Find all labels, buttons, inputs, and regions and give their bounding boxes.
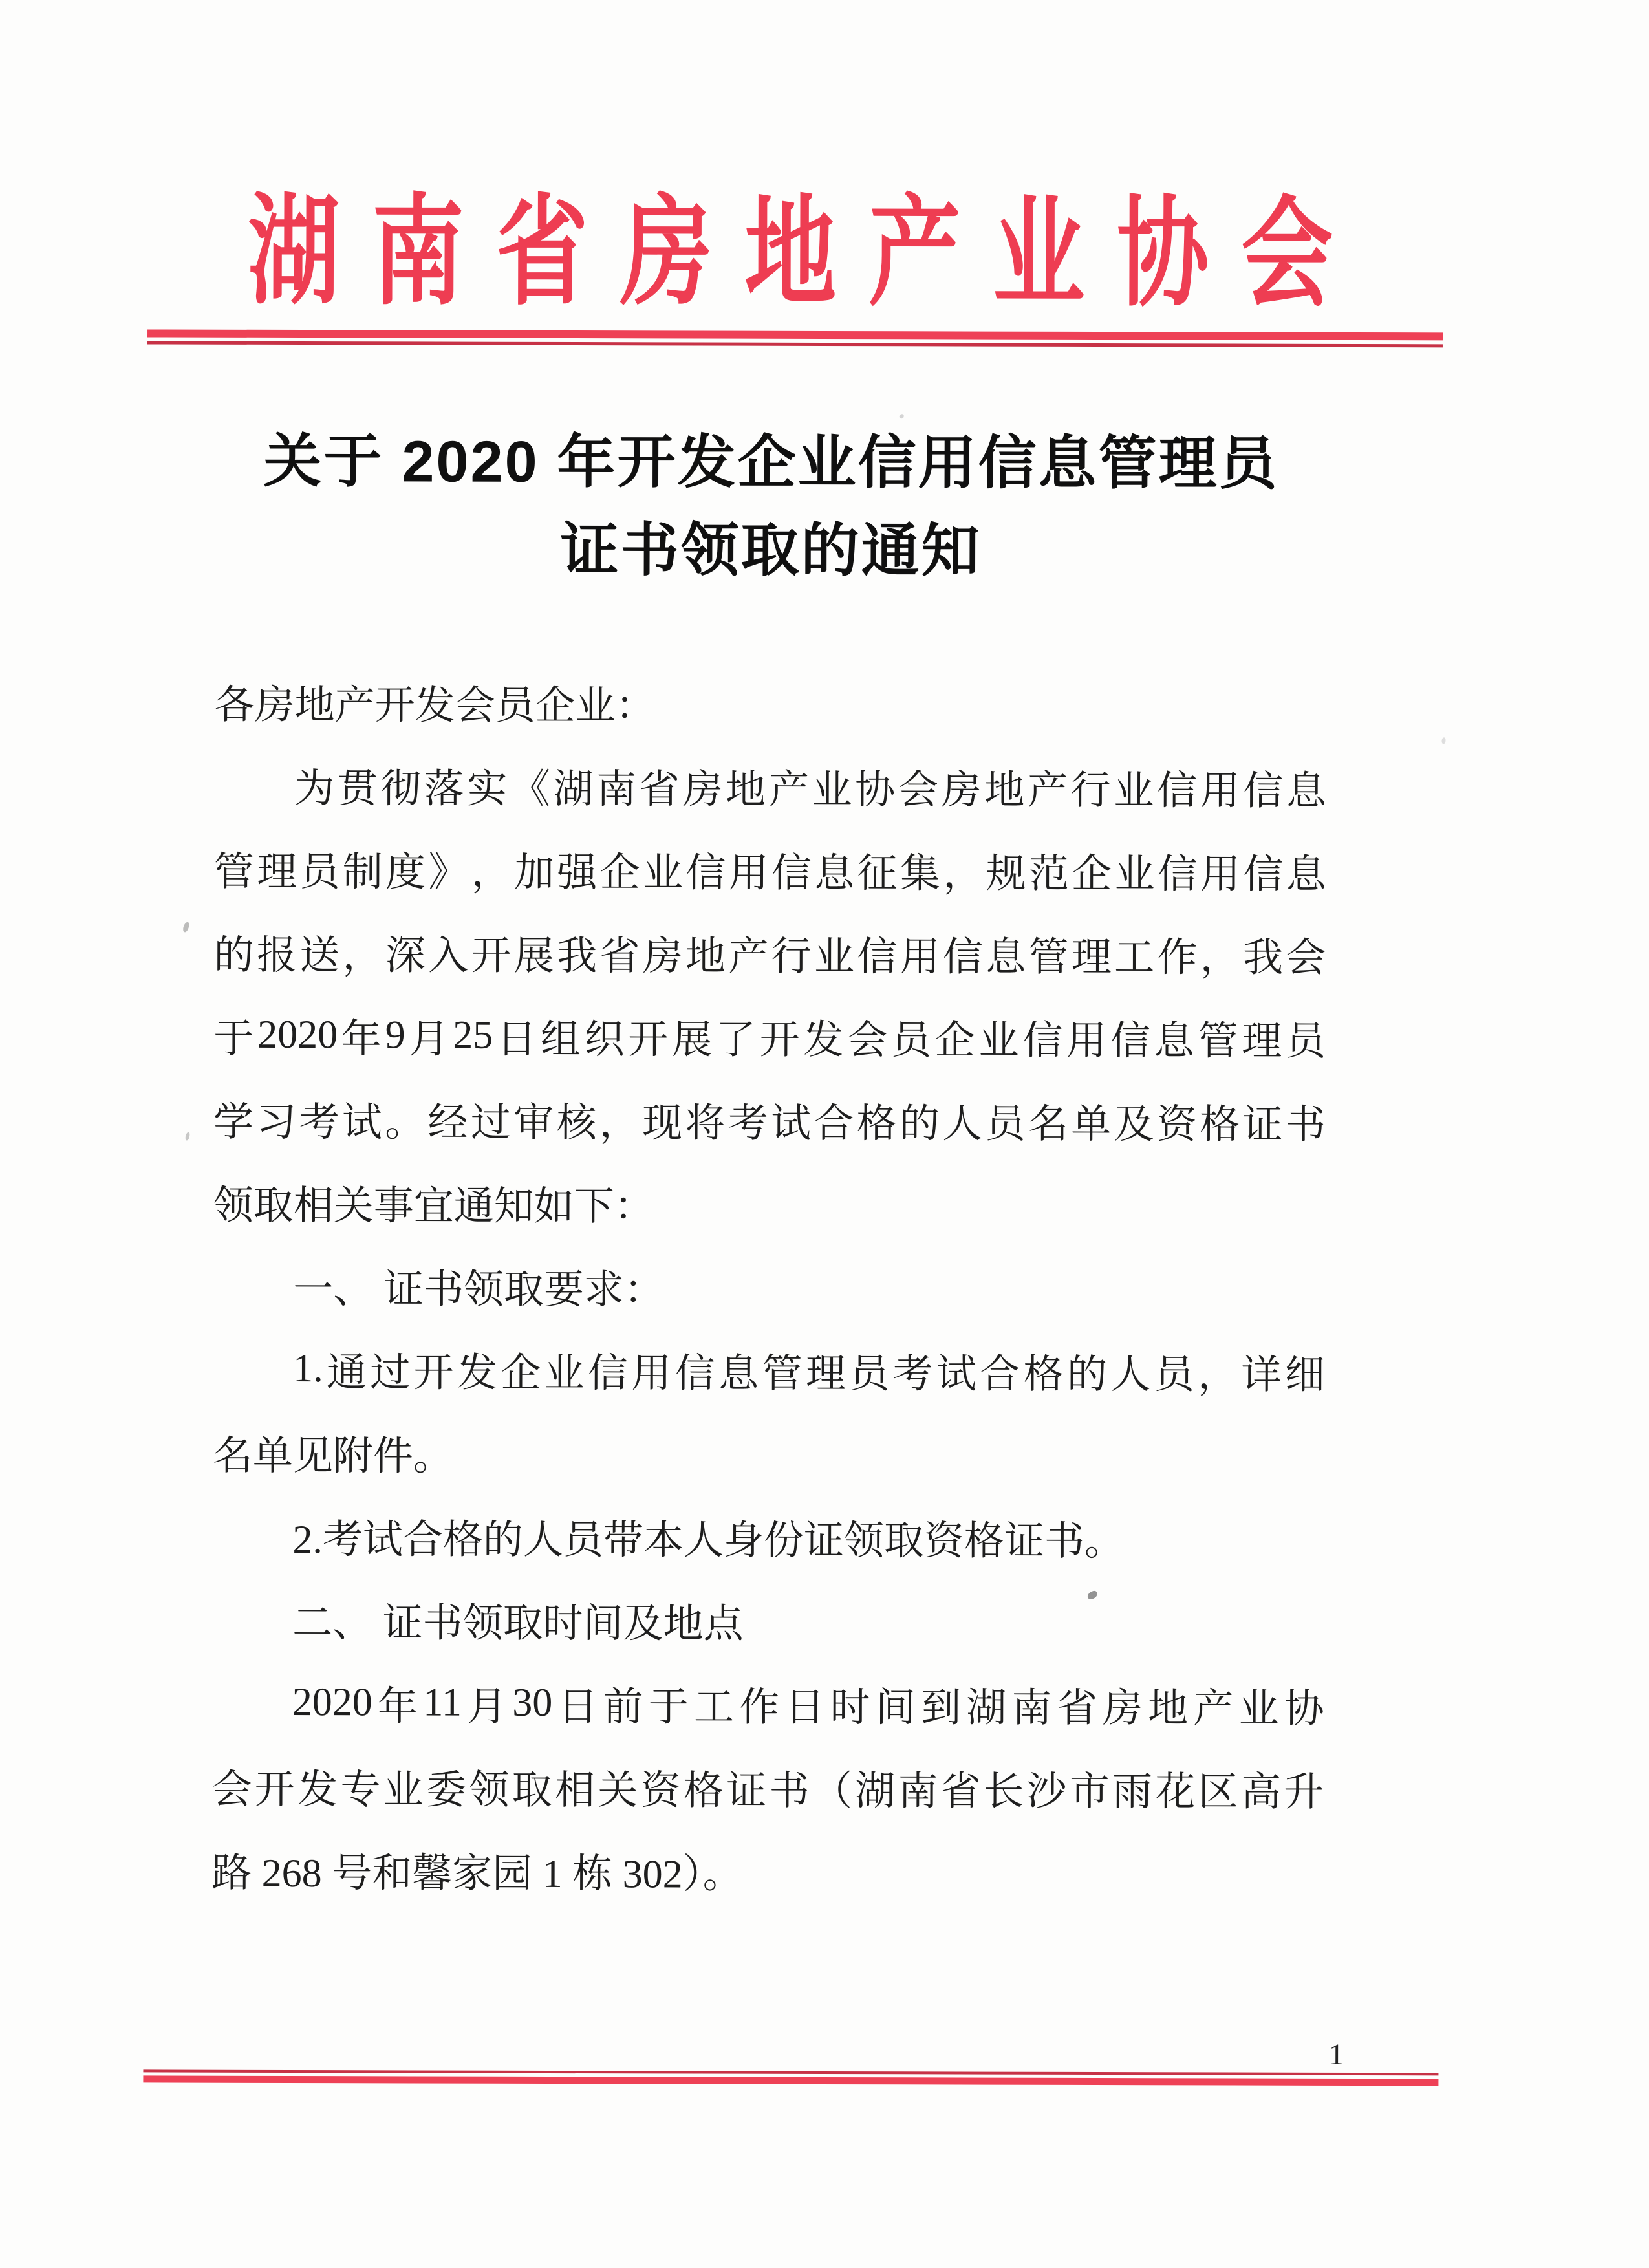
body-line-token: 合: [814, 1101, 854, 1147]
body-line-token: 2020: [257, 1012, 338, 1057]
body-line-token: 房: [682, 768, 723, 812]
body-line-token: 及: [1114, 1103, 1154, 1147]
body-line-token: 工: [1114, 936, 1155, 980]
body-line-token: 开: [628, 1018, 669, 1063]
body-line-token: ，: [471, 850, 512, 895]
body-line-token: 深: [385, 934, 426, 978]
body-line-token: 息: [1286, 852, 1326, 897]
body-line-token: 员: [985, 1102, 1026, 1147]
body-line-token: 息: [1154, 1019, 1194, 1064]
body-line: 一、 证书领取要求：: [293, 1267, 665, 1313]
body-line-token: 企: [934, 1019, 975, 1063]
body-line: 二、 证书领取时间及地点: [292, 1601, 744, 1647]
body-line-token: 开: [413, 1351, 454, 1396]
body-line-token: 沙: [1026, 1769, 1067, 1814]
body-line-token: 资: [1156, 1103, 1198, 1147]
body-line-token: 房: [941, 768, 982, 813]
body-line-token: 信: [942, 935, 984, 980]
body-line-token: 合: [980, 1352, 1020, 1397]
body-line-token: 的: [213, 933, 254, 978]
body-line-token: 理: [1071, 935, 1112, 980]
body-line-token: 业: [812, 768, 852, 813]
body-line: 各房地产开发会员企业：: [214, 683, 656, 729]
body-line-token: 理: [805, 1352, 846, 1397]
body-line-token: 南: [898, 1769, 938, 1814]
body-line: [214, 826, 1326, 913]
body-line-token: 信: [1157, 852, 1198, 897]
body-line-token: 年: [377, 1685, 418, 1729]
body-line-token: 信: [1110, 1019, 1151, 1064]
body-line-token: 地: [726, 768, 766, 812]
letterhead-org-name: 湖南省房地产业协会: [248, 186, 1366, 321]
body-line-token: 现: [642, 1101, 683, 1146]
body-line-token: 升: [1284, 1770, 1324, 1815]
body-line-token: 用: [631, 1352, 672, 1396]
body-line-token: 报: [256, 933, 297, 978]
body-line-token: 会: [898, 768, 939, 813]
body-line-token: 理: [257, 850, 297, 895]
body-line-token: 取: [512, 1768, 552, 1813]
body-line-token: 发: [297, 1768, 338, 1813]
body-line-token: 湖: [553, 767, 594, 812]
body-line-token: 业: [643, 851, 684, 896]
body-line-token: 员: [1154, 1353, 1194, 1398]
body-line: [214, 910, 1326, 996]
body-line-token: 学: [213, 1100, 254, 1145]
body-line-token: 审: [513, 1101, 554, 1145]
body-line-token: 前: [603, 1685, 643, 1730]
body-line-token: 格: [1023, 1352, 1064, 1397]
body-line-token: 息: [814, 851, 855, 896]
body-line-token: 强: [557, 850, 598, 896]
body-line-token: 长: [984, 1769, 1024, 1814]
body-line-token: 管: [213, 850, 255, 894]
body-line-token: 用: [728, 851, 769, 896]
body-line-token: ，: [943, 852, 984, 896]
body-line-token: 信: [588, 1352, 629, 1396]
body-line-token: 湖: [855, 1769, 896, 1814]
body-line-token: 作: [1157, 936, 1198, 980]
scan-speck: [185, 1132, 190, 1141]
body-line-token: 发: [803, 1018, 844, 1063]
scan-speck: [1441, 737, 1445, 744]
body-line-token: 于: [648, 1685, 689, 1730]
body-line-token: 息: [1286, 769, 1327, 814]
body-line-token: 业: [383, 1768, 424, 1813]
body-line-token: 落: [424, 767, 464, 812]
body-line-token: 征: [857, 852, 898, 896]
body-line-token: 月: [467, 1685, 508, 1729]
body-line-token: 展: [672, 1018, 713, 1063]
body-line-token: 了: [715, 1018, 756, 1063]
body-line-token: ，: [1198, 1353, 1238, 1398]
body-line-token: 30: [512, 1680, 553, 1725]
body-line-token: 工: [694, 1685, 735, 1730]
body-line-token: 花: [1155, 1770, 1196, 1815]
footer-rule-thin: [143, 2069, 1438, 2075]
body-line-token: 信: [685, 851, 726, 896]
body-line-token: 送: [299, 934, 340, 978]
body-line-token: 贯: [337, 767, 378, 812]
body-line-token: 日: [557, 1685, 598, 1730]
notice-title-line1: 关于 2020 年开发企业信用信息管理员: [263, 429, 1279, 497]
body-line-token: 业: [1114, 769, 1154, 814]
body-line-token: 行: [1070, 768, 1111, 814]
body-line-token: 考: [299, 1101, 339, 1145]
body-line-token: 专: [340, 1768, 381, 1813]
body-line-token: 入: [428, 934, 469, 978]
body-line-token: 业: [544, 1351, 585, 1396]
body-line-token: （: [812, 1769, 852, 1814]
body-line-token: 格: [683, 1769, 724, 1813]
body-line-token: 南: [1011, 1686, 1052, 1731]
body-line-token: 范: [1028, 852, 1070, 896]
body-line-token: 信: [1243, 769, 1284, 814]
body-line: [214, 743, 1326, 829]
body-line-token: 信: [674, 1352, 715, 1396]
body-line-token: 年: [341, 1017, 382, 1062]
page-number: 1: [1328, 2037, 1344, 2071]
body-line-token: 规: [986, 852, 1026, 896]
body-line-token: 25: [453, 1013, 493, 1057]
body-line-token: 协: [855, 768, 896, 813]
body-line-token: 2020: [292, 1679, 372, 1725]
body-line-token: ，: [342, 934, 383, 978]
body-line-token: 月: [409, 1017, 449, 1062]
body-line-token: 信: [1243, 852, 1284, 897]
body-line-token: 试: [771, 1101, 812, 1146]
body-line: [213, 1077, 1326, 1163]
scan-speck: [900, 414, 904, 418]
body-line-token: ，: [1200, 936, 1240, 980]
body-line-token: 《: [510, 767, 550, 812]
body-line-token: 将: [685, 1101, 726, 1146]
body-line-token: 会: [211, 1767, 252, 1812]
body-line-token: 息: [718, 1352, 759, 1396]
body-line-token: 省: [599, 934, 640, 979]
body-line-token: 管: [1028, 935, 1069, 980]
body-line-token: 为: [294, 766, 335, 812]
body-line-token: 业: [1114, 852, 1155, 897]
body-line-token: 员: [890, 1019, 932, 1063]
body-line-token: 用: [1200, 769, 1240, 814]
body-line-token: 信: [1156, 769, 1198, 814]
body-line-token: 协: [1284, 1687, 1324, 1731]
body-line-token: 度: [385, 850, 426, 895]
body-line-token: 行: [771, 934, 812, 979]
body-line-token: 日: [496, 1017, 537, 1062]
body-line-token: 日: [784, 1685, 825, 1731]
body-line-token: 组: [540, 1017, 581, 1063]
body-line-token: 格: [1200, 1103, 1240, 1147]
body-line-token: 彻: [380, 767, 421, 812]
body-line-token: 织: [584, 1018, 625, 1063]
body-line-token: 试: [936, 1352, 977, 1397]
notice-title: [215, 418, 1328, 596]
body-line-token: 时: [830, 1686, 870, 1731]
body-line-token: 省: [940, 1769, 981, 1814]
body-line-token: 》: [428, 850, 469, 895]
scan-speck: [182, 922, 190, 933]
body-line-token: 员: [1285, 1019, 1326, 1064]
body-line-token: 管: [762, 1352, 803, 1396]
letterhead-rule-thin: [147, 341, 1443, 347]
body-line-token: 过: [470, 1101, 512, 1145]
body-line-token: 资: [640, 1769, 681, 1813]
body-line-token: 市: [1069, 1769, 1110, 1815]
body-line: [211, 1744, 1324, 1830]
body-line-token: 企: [1072, 852, 1112, 897]
body-line-token: 员: [299, 850, 340, 895]
body-line-token: 格: [856, 1102, 897, 1147]
body-line-token: 产: [1027, 768, 1068, 813]
body-line: 领取相关事宜通知如下：: [213, 1183, 654, 1229]
body-line-token: 企: [501, 1351, 541, 1396]
body-line-token: 到: [921, 1686, 962, 1731]
body-line-token: 委: [426, 1768, 467, 1813]
body-line-token: 人: [1110, 1353, 1151, 1398]
body-line-token: ，: [599, 1101, 640, 1146]
body-line-token: 业: [814, 934, 855, 980]
body-line-token: 信: [857, 935, 898, 980]
body-line-token: 作: [739, 1685, 780, 1730]
body-line-token: 详: [1241, 1353, 1282, 1398]
body-line-token: 实: [466, 767, 508, 812]
body-line-token: 核: [556, 1101, 597, 1146]
body-line-token: 会: [847, 1019, 888, 1063]
body-line-token: 经: [427, 1101, 468, 1145]
notice-title-line2: 证书领取的通知: [560, 517, 982, 584]
body-line-token: 通: [326, 1351, 367, 1396]
body-line-token: 用: [1200, 852, 1241, 897]
footer-rule-thick: [143, 2075, 1438, 2086]
body-line-token: 雨: [1112, 1770, 1153, 1815]
body-line: 名单见附件。: [212, 1434, 453, 1479]
body-line-token: 名: [1028, 1102, 1069, 1147]
body-line-token: 南: [596, 768, 637, 812]
body-line-token: 试: [341, 1101, 383, 1145]
body-line-token: 考: [892, 1352, 933, 1397]
body-line: [213, 1327, 1325, 1413]
body-line-token: 间: [875, 1686, 916, 1731]
notice-body: [211, 660, 1327, 1914]
body-line-token: 考: [727, 1101, 768, 1146]
body-line-token: 区: [1198, 1770, 1238, 1815]
body-line-token: 相: [554, 1768, 596, 1813]
body-line-token: 书: [769, 1769, 810, 1813]
body-line-token: 员: [849, 1352, 890, 1397]
body-line-token: 息: [986, 935, 1026, 980]
body-line-token: 开: [759, 1018, 800, 1063]
body-line-token: 发: [457, 1351, 498, 1396]
body-line-token: 湖: [966, 1686, 1007, 1731]
body-line-token: 会: [1286, 936, 1326, 980]
body-line-token: 书: [1285, 1103, 1326, 1147]
body-line-token: 人: [942, 1102, 983, 1147]
body-line-token: 管: [1198, 1019, 1238, 1064]
body-line-token: 证: [726, 1769, 767, 1813]
body-line-token: 领: [469, 1768, 510, 1813]
body-line-token: 信: [771, 851, 812, 896]
body-line-token: 高: [1240, 1770, 1282, 1815]
body-line-token: 11: [423, 1680, 462, 1725]
body-line-token: 我: [557, 934, 598, 979]
body-line-token: 产: [728, 934, 769, 979]
body-line-token: 企: [599, 851, 640, 896]
body-line-token: 房: [642, 934, 683, 979]
body-line-token: 。: [385, 1101, 426, 1145]
body-line-token: 证: [1242, 1103, 1283, 1147]
body-line-token: 用: [1066, 1019, 1107, 1064]
body-line-token: 地: [685, 934, 726, 979]
body-line-token: 理: [1242, 1019, 1282, 1064]
body-line-token: 产: [1193, 1687, 1234, 1731]
body-line-token: 关: [598, 1769, 638, 1813]
body-line-token: 细: [1284, 1353, 1325, 1398]
body-line-token: 省: [639, 768, 680, 812]
body-line-token: 过: [370, 1351, 411, 1396]
body-line-token: 产: [768, 768, 809, 812]
body-line: 路 268 号和馨家园 1 栋 302）。: [211, 1851, 743, 1897]
body-line-token: 我: [1243, 936, 1284, 980]
body-line-token: 9: [385, 1013, 405, 1057]
body-line-token: 业: [978, 1019, 1019, 1063]
body-line-token: 省: [1057, 1686, 1097, 1731]
body-line-token: 开: [254, 1767, 295, 1813]
body-line-token: 的: [899, 1102, 940, 1147]
body-line-token: 集: [900, 852, 941, 896]
body-line: [212, 1661, 1324, 1747]
body-line-token: 展: [513, 934, 554, 978]
body-line-token: 1.: [293, 1346, 323, 1391]
body-line: [213, 993, 1326, 1079]
body-line-token: 制: [342, 850, 383, 895]
body-line-token: 地: [1148, 1687, 1189, 1731]
body-line-token: 习: [256, 1100, 297, 1145]
body-line-token: 用: [900, 935, 940, 980]
body-line-token: 房: [1102, 1687, 1143, 1731]
body-line-token: 信: [1022, 1019, 1063, 1063]
body-line-token: 加: [514, 850, 555, 895]
body-line-token: 地: [984, 768, 1025, 813]
body-line-token: 的: [1066, 1352, 1108, 1398]
body-line-token: 单: [1071, 1102, 1112, 1147]
body-line-token: 于: [213, 1017, 254, 1061]
body-line-token: 开: [471, 934, 512, 978]
body-line: 2.考试合格的人员带本人身份证领取资格证书。: [292, 1517, 1125, 1564]
body-line-token: 业: [1238, 1687, 1279, 1731]
